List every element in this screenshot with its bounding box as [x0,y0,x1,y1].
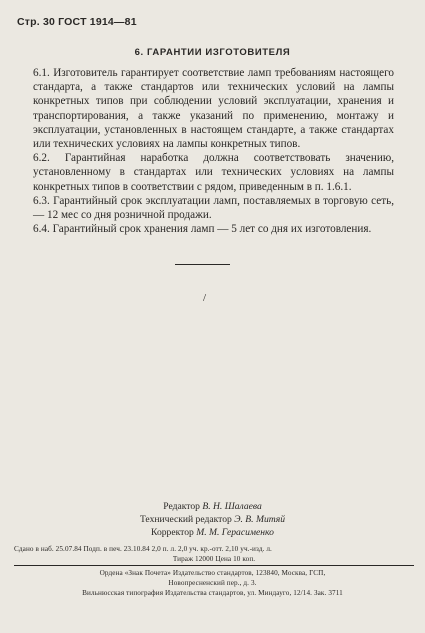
tech-editor-name: Э. В. Митяй [234,514,286,525]
stray-mark: / [203,292,207,304]
corrector-name: М. М. Герасименко [196,527,274,538]
editor-line [0,500,425,513]
section-title: 6. ГАРАНТИИ ИЗГОТОВИТЕЛЯ [134,47,291,58]
print-info-line-2: Тираж 12000 Цена 10 коп. [172,555,256,563]
paragraph-6-2: 6.2. Гарантийная наработка должна соответствовать значению, установленному в стандартах или технических условиях на лампы конкретных типов в соответствии с рядом, приведенным в п. 1.6.1. [33,152,394,193]
publisher-separator [14,565,414,566]
corrector-line [0,526,425,539]
publisher-line-1: Ордена «Знак Почета» Издательство стандартов, 123840, Москва, ГСП, [99,569,326,577]
editor-name: В. Н. Шалаева [202,501,262,512]
paragraph-6-1: 6.1. Изготовитель гарантирует соответствие ламп требованиям настоящего стандарта, а также стандартов или технических условий на лампы конкретных типов при соблюдении условий эксплуатации, хранения и транспортирования, а также указаний по применению, монтажу и эксплуатации, установленных в настоящем стандарте, а также стандартах или технических условиях на лампы конкретных типов. [33,67,394,151]
publisher-line-2: Новопресненский пер., д. 3. [168,579,257,587]
end-rule [175,264,230,265]
page-header: Стр. 30 ГОСТ 1914—81 [17,16,137,28]
print-info [14,544,414,564]
tech-editor-line [0,513,425,526]
paragraph-6-4: 6.4. Гарантийный срок хранения ламп — 5 лет со дня их изготовления. [33,223,372,236]
section-body [33,66,394,236]
publisher-line-3: Вильнюсская типография Издательства стандартов, ул. Миндауго, 12/14. Зак. 3711 [82,589,343,597]
corrector-label: Корректор [151,527,194,538]
editor-label: Редактор [163,501,200,512]
publisher-info [0,568,425,598]
print-info-line-1: Сдано в наб. 25.07.84 Подп. в печ. 23.10.84 2,0 п. л. 2,0 уч. кр.-отт. 2,10 уч.-изд. л. [14,545,272,553]
tech-editor-label: Технический редактор [139,514,232,525]
credits-block [0,500,425,539]
paragraph-6-3: 6.3. Гарантийный срок эксплуатации ламп, поставляемых в торговую сеть, — 12 мес со дня розничной продажи. [33,194,394,222]
